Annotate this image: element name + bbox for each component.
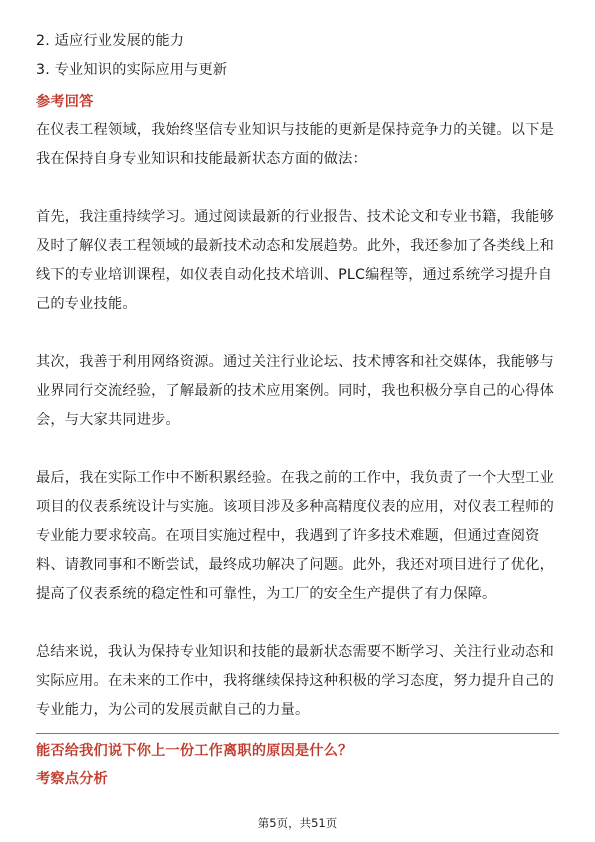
paragraph-line: 线下的专业培训课程，如仪表自动化技术培训、PLC编程等，通过系统学习提升自 <box>36 267 553 283</box>
paragraph-line: 提高了仪表系统的稳定性和可靠性，为工厂的安全生产提供了有力保障。 <box>36 586 497 602</box>
paragraph-line: 会，与大家共同进步。 <box>36 412 180 428</box>
answer-heading: 参考回答 <box>36 94 94 110</box>
paragraph-line: 首先，我注重持续学习。通过阅读最新的行业报告、技术论文和专业书籍，我能够 <box>36 209 554 225</box>
analysis-heading: 考察点分析 <box>36 771 108 787</box>
paragraph-line: 料、请教同事和不断尝试，最终成功解决了问题。此外，我还对项目进行了优化， <box>36 557 554 573</box>
list-item: 3. 专业知识的实际应用与更新 <box>36 62 228 78</box>
paragraph-line: 总结来说，我认为保持专业知识和技能的最新状态需要不断学习、关注行业动态和 <box>36 644 554 660</box>
paragraph-line: 业界同行交流经验，了解最新的技术应用案例。同时，我也积极分享自己的心得体 <box>36 383 554 399</box>
paragraph-line: 最后，我在实际工作中不断积累经验。在我之前的工作中，我负责了一个大型工业 <box>36 470 554 486</box>
paragraph-line: 及时了解仪表工程领域的最新技术动态和发展趋势。此外，我还参加了各类线上和 <box>36 238 554 254</box>
paragraph-line: 在仪表工程领域，我始终坚信专业知识与技能的更新是保持竞争力的关键。以下是 <box>36 122 554 138</box>
page-number: 第5页，共51页 <box>257 816 338 830</box>
paragraph-line: 己的专业技能。 <box>36 296 137 312</box>
paragraph-line: 其次，我善于利用网络资源。通过关注行业论坛、技术博客和社交媒体，我能够与 <box>36 354 554 370</box>
paragraph-line: 项目的仪表系统设计与实施。该项目涉及多种高精度仪表的应用，对仪表工程师的 <box>36 499 554 515</box>
paragraph-line: 专业能力要求较高。在项目实施过程中，我遇到了许多技术难题，但通过查阅资 <box>36 528 540 544</box>
question-heading: 能否给我们说下你上一份工作离职的原因是什么？ <box>36 743 353 759</box>
paragraph-line: 我在保持自身专业知识和技能最新状态方面的做法： <box>36 151 367 167</box>
list-item: 2. 适应行业发展的能力 <box>36 33 185 49</box>
paragraph-line: 实际应用。在未来的工作中，我将继续保持这种积极的学习态度，努力提升自己的 <box>36 673 554 689</box>
section-divider <box>36 733 559 734</box>
paragraph-line: 专业能力，为公司的发展贡献自己的力量。 <box>36 702 310 718</box>
